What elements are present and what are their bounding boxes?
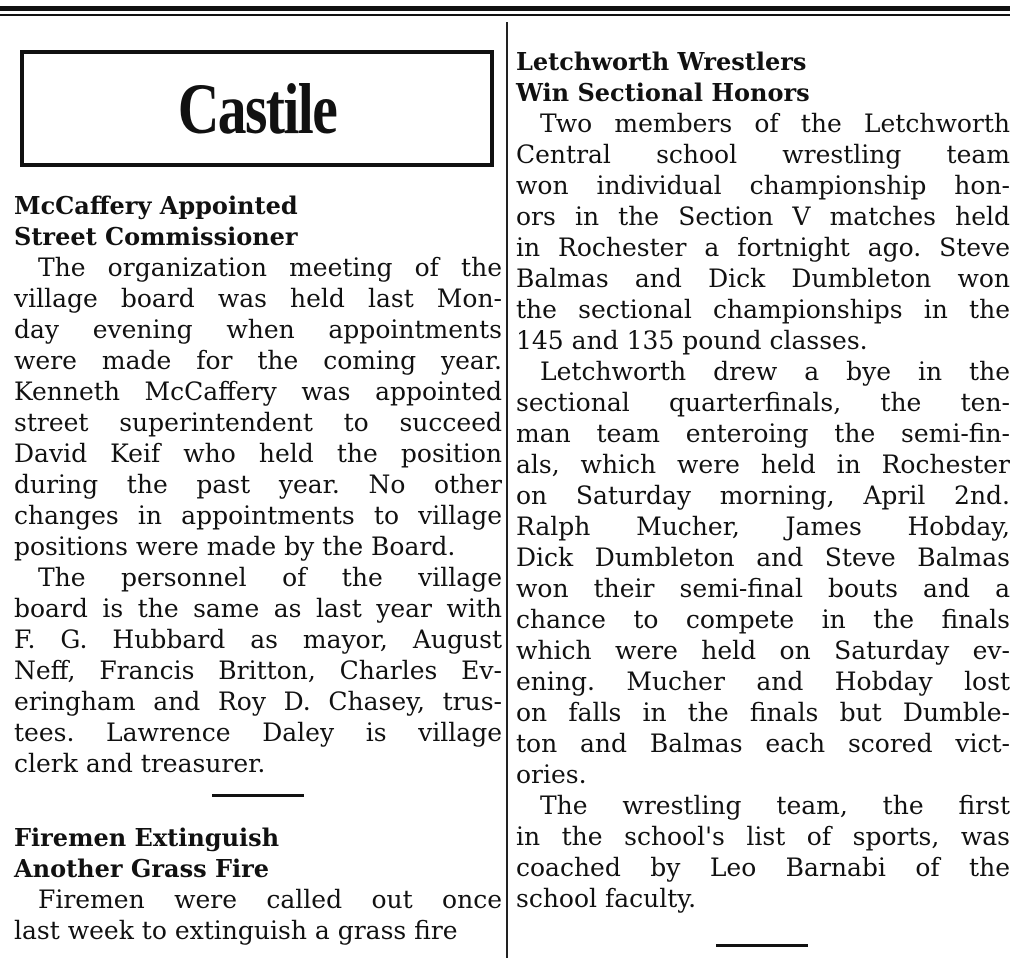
- body-line: tees. Lawrence Daley is village: [14, 718, 502, 747]
- article-body: [516, 108, 1010, 914]
- body-line: als, which were held in Rochester: [516, 450, 1010, 479]
- body-line: Central school wrestling team: [516, 140, 1010, 169]
- body-line: in the school's list of sports, was: [516, 822, 1010, 851]
- body-line: F. G. Hubbard as mayor, August: [14, 625, 502, 654]
- body-line: chance to compete in the finals: [516, 605, 1010, 634]
- body-line: coached by Leo Barnabi of the: [516, 853, 1010, 882]
- article-headline: [14, 190, 502, 252]
- body-line: last week to extinguish a grass fire: [14, 916, 458, 945]
- body-line: clerk and treasurer.: [14, 749, 266, 778]
- body-line: won individual championship hon-: [516, 171, 1010, 200]
- headline-line: Letchworth Wrestlers: [516, 47, 807, 76]
- body-line: Ralph Mucher, James Hobday,: [516, 512, 1010, 541]
- body-line: ton and Balmas each scored vict-: [516, 729, 1010, 758]
- headline-line: Another Grass Fire: [14, 854, 270, 883]
- body-line: village board was held last Mon-: [14, 284, 502, 313]
- article-mccaffery: [14, 190, 502, 779]
- headline-line: McCaffery Appointed: [14, 191, 298, 220]
- body-line: Kenneth McCaffery was appointed: [14, 377, 502, 406]
- body-line: street superintendent to succeed: [14, 408, 502, 437]
- body-line: Dick Dumbleton and Steve Balmas: [516, 543, 1010, 572]
- body-line: The wrestling team, the first: [540, 791, 1010, 820]
- body-line: in Rochester a fortnight ago. Steve: [516, 233, 1010, 262]
- article-body: [14, 252, 502, 779]
- body-line: during the past year. No other: [14, 470, 502, 499]
- body-line: ening. Mucher and Hobday lost: [516, 667, 1010, 696]
- body-line: school faculty.: [516, 884, 697, 913]
- article-headline: [14, 822, 502, 884]
- body-line: man team enteroing the semi-fin-: [516, 419, 1010, 448]
- headline-line: Street Commissioner: [14, 222, 298, 251]
- body-line: sectional quarterfinals, the ten-: [516, 388, 1010, 417]
- body-line: Two members of the Letchworth: [540, 109, 1010, 138]
- section-separator: [716, 944, 808, 947]
- article-firemen: [14, 822, 502, 946]
- body-line: changes in appointments to village: [14, 501, 502, 530]
- column-divider: [506, 22, 508, 958]
- body-line: Balmas and Dick Dumbleton won: [516, 264, 1010, 293]
- body-line: on Saturday morning, April 2nd.: [516, 481, 1010, 510]
- body-line: Letchworth drew a bye in the: [540, 357, 1010, 386]
- body-line: were made for the coming year.: [14, 346, 502, 375]
- section-separator: [212, 794, 304, 797]
- top-rule-thick: [0, 6, 1010, 11]
- body-line: The personnel of the village: [38, 563, 502, 592]
- body-line: eringham and Roy D. Chasey, trus-: [14, 687, 502, 716]
- body-line: Neff, Francis Britton, Charles Ev-: [14, 656, 502, 685]
- body-line: day evening when appointments: [14, 315, 502, 344]
- body-line: Firemen were called out once: [38, 885, 502, 914]
- body-line: which were held on Saturday ev-: [516, 636, 1010, 665]
- masthead-title: Castile: [177, 68, 337, 149]
- headline-line: Win Sectional Honors: [516, 78, 810, 107]
- body-line: on falls in the finals but Dumble-: [516, 698, 1010, 727]
- body-line: the sectional championships in the: [516, 295, 1010, 324]
- headline-line: Firemen Extinguish: [14, 823, 280, 852]
- body-line: ors in the Section V matches held: [516, 202, 1010, 231]
- top-rule-thin: [0, 14, 1010, 16]
- body-line: board is the same as last year with: [14, 594, 502, 623]
- article-body: [14, 884, 502, 946]
- body-line: David Keif who held the position: [14, 439, 502, 468]
- article-headline: [516, 46, 1010, 108]
- masthead-box: [20, 50, 494, 167]
- body-line: 145 and 135 pound classes.: [516, 326, 868, 355]
- article-letchworth: [516, 46, 1010, 914]
- body-line: ories.: [516, 760, 587, 789]
- body-line: The organization meeting of the: [38, 253, 502, 282]
- body-line: won their semi-final bouts and a: [516, 574, 1010, 603]
- body-line: positions were made by the Board.: [14, 532, 456, 561]
